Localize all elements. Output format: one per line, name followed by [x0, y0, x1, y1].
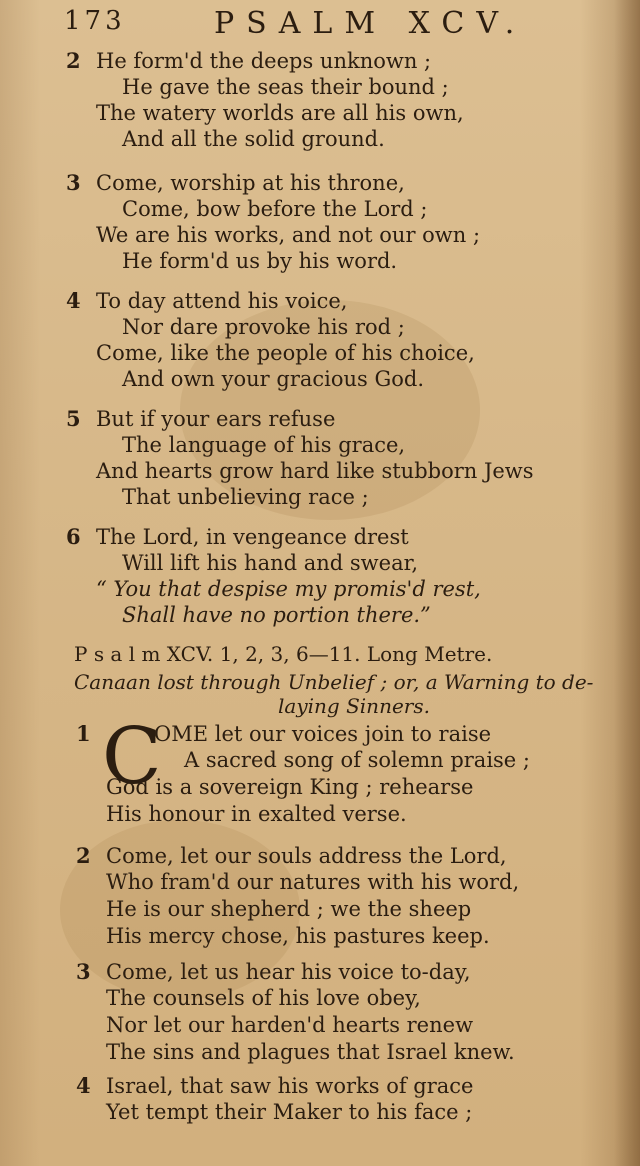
verse-line: Yet tempt their Maker to his face ; — [106, 1100, 473, 1124]
verse-line: The sins and plagues that Israel knew. — [106, 1040, 515, 1064]
verse-line: The watery worlds are all his own, — [96, 101, 464, 125]
stanza — [76, 958, 636, 1066]
verse-line: Come, let us hear his voice to-day, — [106, 960, 471, 984]
verse-line: He is our shepherd ; we the sheep — [106, 897, 472, 921]
page-number: 173 — [64, 6, 126, 36]
stanza-number: 3 — [66, 170, 81, 195]
verse-line: Will lift his hand and swear, — [122, 551, 419, 575]
verse-line: And own your gracious God. — [122, 367, 425, 391]
verse-line: The counsels of his love obey, — [106, 986, 421, 1010]
verse-line: Nor let our harden'd hearts renew — [106, 1013, 474, 1037]
verse-line: “ You that despise my promis'd rest, — [96, 577, 481, 601]
verse-line: OME let our voices join to raise — [154, 722, 492, 746]
stanza-number: 4 — [66, 288, 81, 313]
verse-line: He gave the seas their bound ; — [122, 75, 449, 99]
stanza-number: 3 — [76, 959, 91, 984]
subtitle-line: Canaan lost through Unbelief ; or, a Warning to de- — [74, 670, 594, 694]
stanza — [76, 1072, 636, 1126]
verse-line: Who fram'd our natures with his word, — [106, 870, 520, 894]
stanza-number: 4 — [76, 1073, 91, 1098]
verse-line: And hearts grow hard like stubborn Jews — [96, 459, 534, 483]
drop-cap: C — [102, 712, 162, 802]
section-heading: P s a l m XCV. 1, 2, 3, 6—11. Long Metre. — [74, 642, 493, 666]
stanza — [76, 842, 636, 950]
verse-line: Come, bow before the Lord ; — [122, 197, 428, 221]
verse-line: We are his works, and not our own ; — [96, 223, 481, 247]
verse-line: Shall have no portion there.” — [122, 603, 431, 627]
verse-line: Come, like the people of his choice, — [96, 341, 475, 365]
stanza-number: 2 — [66, 48, 81, 73]
stanza-number: 6 — [66, 524, 81, 549]
verse-line: Come, let our souls address the Lord, — [106, 844, 507, 868]
verse-line: The Lord, in vengeance drest — [96, 525, 409, 549]
stanza — [66, 170, 626, 274]
stanza — [76, 712, 636, 828]
stanza — [66, 48, 626, 152]
stanza — [66, 288, 626, 392]
section-subtitle — [74, 670, 634, 718]
verse-line: He form'd us by his word. — [122, 249, 398, 273]
verse-line: His honour in exalted verse. — [106, 802, 407, 826]
verse-line: Nor dare provoke his rod ; — [122, 315, 405, 339]
verse-line: Come, worship at his throne, — [96, 171, 405, 195]
running-head — [64, 6, 534, 42]
verse-line: The language of his grace, — [122, 433, 406, 457]
verse-line: God is a sovereign King ; rehearse — [106, 775, 474, 799]
stanza-number: 1 — [76, 721, 91, 746]
subtitle-line: laying Sinners. — [278, 694, 430, 718]
verse-line: That unbelieving race ; — [122, 485, 369, 509]
stanza — [66, 406, 626, 510]
stanza-number: 5 — [66, 406, 81, 431]
verse-line: A sacred song of solemn praise ; — [184, 748, 530, 772]
verse-line: To day attend his voice, — [96, 289, 348, 313]
verse-line: But if your ears refuse — [96, 407, 336, 431]
verse-line: And all the solid ground. — [122, 127, 385, 151]
verse-line: He form'd the deeps unknown ; — [96, 49, 432, 73]
psalm-title: PSALM XCV. — [214, 6, 527, 41]
verse-line: His mercy chose, his pastures keep. — [106, 924, 490, 948]
stanza-number: 2 — [76, 843, 91, 868]
verse-line: Israel, that saw his works of grace — [106, 1074, 474, 1098]
stanza — [66, 524, 626, 628]
